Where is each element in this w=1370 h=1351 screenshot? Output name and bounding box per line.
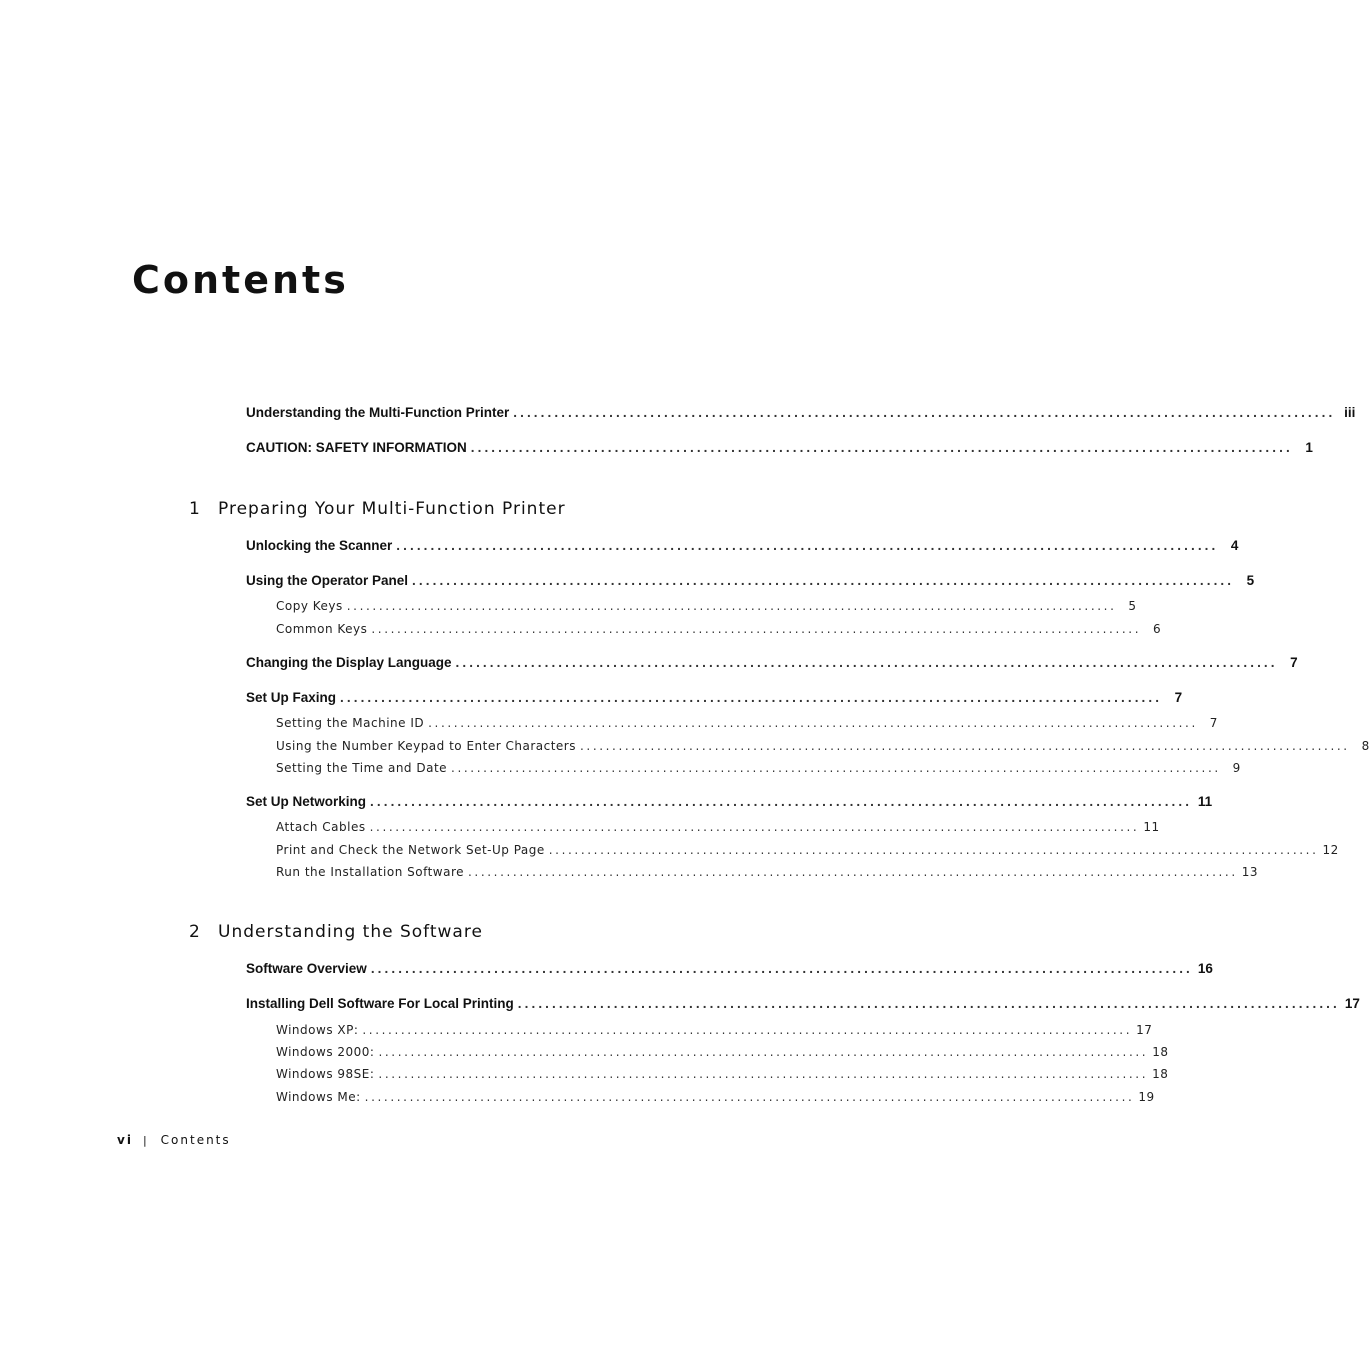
dot-leader: ........................................................................................................................ (579, 739, 1350, 753)
toc-page-number: 16 (1197, 961, 1213, 976)
toc-section-label: Set Up Faxing (246, 690, 337, 705)
toc-subsection-label: Setting the Machine ID (276, 716, 425, 730)
toc-section-label: Unlocking the Scanner (246, 538, 393, 553)
toc-section[interactable] (246, 538, 1239, 553)
chapter-number: 2 (189, 922, 201, 942)
toc-section-label: Software Overview (246, 961, 367, 976)
dot-leader: ........................................................................................................................ (378, 1067, 1149, 1081)
footer-separator: | (142, 1134, 149, 1147)
dot-leader: ........................................................................................................................ (468, 865, 1238, 879)
chapter-number: 1 (189, 499, 201, 519)
dot-leader: ........................................................................................................................ (346, 599, 1117, 613)
toc-section-label: Installing Dell Software For Local Printing (246, 996, 514, 1011)
chapter-title: Understanding the Software (218, 922, 483, 942)
dot-leader: ........................................................................................................................ (412, 573, 1235, 588)
toc-subsection-label: Windows 98SE: (276, 1067, 375, 1081)
toc-page-number: 1 (1305, 440, 1313, 455)
page-footer (117, 1133, 231, 1147)
toc-page-number: 11 (1197, 794, 1213, 809)
toc-section[interactable] (246, 961, 1213, 976)
toc-entry-label: CAUTION: SAFETY INFORMATION (246, 440, 467, 455)
toc-page-number: 5 (1128, 599, 1137, 613)
toc-page-number: 12 (1322, 843, 1339, 857)
toc-page-number: 11 (1143, 820, 1160, 834)
toc-subsection[interactable] (276, 1045, 1169, 1059)
dot-leader: ........................................................................................................................ (517, 996, 1340, 1011)
toc-subsection-label: Common Keys (276, 622, 368, 636)
toc-page-number: 18 (1152, 1067, 1169, 1081)
toc-section-label: Using the Operator Panel (246, 573, 409, 588)
dot-leader: ........................................................................................................................ (371, 622, 1142, 636)
folio: vi (117, 1133, 133, 1147)
toc-subsection[interactable] (276, 599, 1137, 613)
toc-page-number: 8 (1361, 739, 1370, 753)
chapter-heading[interactable] (189, 499, 709, 519)
chapter-title: Preparing Your Multi-Function Printer (218, 499, 566, 519)
toc-subsection-label: Setting the Time and Date (276, 761, 448, 775)
toc-subsection[interactable] (276, 865, 1259, 879)
toc-entry-label: Understanding the Multi-Function Printer (246, 405, 510, 420)
toc-page-number: 9 (1232, 761, 1241, 775)
toc-section-label: Changing the Display Language (246, 655, 452, 670)
toc-subsection[interactable] (276, 739, 1370, 753)
toc-section[interactable] (246, 690, 1183, 705)
toc-page-number: 13 (1241, 865, 1259, 879)
toc-subsection-label: Windows Me: (276, 1090, 361, 1104)
toc-subsection-label: Run the Installation Software (276, 865, 465, 879)
chapter-heading[interactable] (189, 922, 709, 942)
dot-leader: ........................................................................................................................ (340, 690, 1163, 705)
toc-page-number: 17 (1344, 996, 1360, 1011)
toc-subsection-label: Print and Check the Network Set-Up Page (276, 843, 545, 857)
dot-leader: ........................................................................................................................ (396, 538, 1219, 553)
toc-subsection-label: Using the Number Keypad to Enter Characters (276, 739, 576, 753)
toc-subsection[interactable] (276, 1067, 1169, 1081)
toc-section[interactable] (246, 655, 1298, 670)
dot-leader: ........................................................................................................................ (455, 655, 1278, 670)
toc-entry[interactable] (246, 405, 1356, 420)
toc-subsection[interactable] (276, 843, 1339, 857)
toc-page-number: 7 (1290, 655, 1298, 670)
toc-page-number: 19 (1138, 1090, 1155, 1104)
toc-section[interactable] (246, 794, 1213, 809)
toc-subsection[interactable] (276, 1023, 1153, 1037)
toc-page-number: 6 (1152, 622, 1162, 636)
dot-leader: ........................................................................................................................ (370, 961, 1193, 976)
toc-subsection-label: Attach Cables (276, 820, 366, 834)
dot-leader: ........................................................................................................................ (370, 794, 1193, 809)
page-title: Contents (132, 258, 349, 302)
toc-page-number: 7 (1209, 716, 1218, 730)
dot-leader: ........................................................................................................................ (428, 716, 1198, 730)
toc-subsection-label: Windows XP: (276, 1023, 359, 1037)
toc-subsection[interactable] (276, 761, 1241, 775)
running-head: Contents (160, 1133, 231, 1147)
dot-leader: ........................................................................................................................ (513, 405, 1336, 420)
dot-leader: ........................................................................................................................ (451, 761, 1221, 775)
toc-page-number: 4 (1230, 538, 1239, 553)
toc-section[interactable] (246, 996, 1360, 1011)
toc-subsection[interactable] (276, 716, 1218, 730)
toc-subsection[interactable] (276, 820, 1160, 834)
dot-leader: ........................................................................................................................ (369, 820, 1140, 834)
toc-section[interactable] (246, 573, 1255, 588)
toc-subsection[interactable] (276, 1090, 1155, 1104)
toc-page-number: iii (1344, 405, 1356, 420)
toc-entry[interactable] (246, 440, 1313, 455)
toc-section-label: Set Up Networking (246, 794, 367, 809)
dot-leader: ........................................................................................................................ (364, 1090, 1135, 1104)
toc-page-number: 7 (1174, 690, 1183, 705)
dot-leader: ........................................................................................................................ (378, 1045, 1149, 1059)
toc-subsection[interactable] (276, 622, 1162, 636)
dot-leader: ........................................................................................................................ (470, 440, 1293, 455)
toc-page-number: 5 (1246, 573, 1255, 588)
toc-page-number: 18 (1152, 1045, 1169, 1059)
toc-subsection-label: Copy Keys (276, 599, 343, 613)
dot-leader: ........................................................................................................................ (548, 843, 1319, 857)
dot-leader: ........................................................................................................................ (362, 1023, 1133, 1037)
toc-subsection-label: Windows 2000: (276, 1045, 375, 1059)
toc-page-number: 17 (1136, 1023, 1153, 1037)
